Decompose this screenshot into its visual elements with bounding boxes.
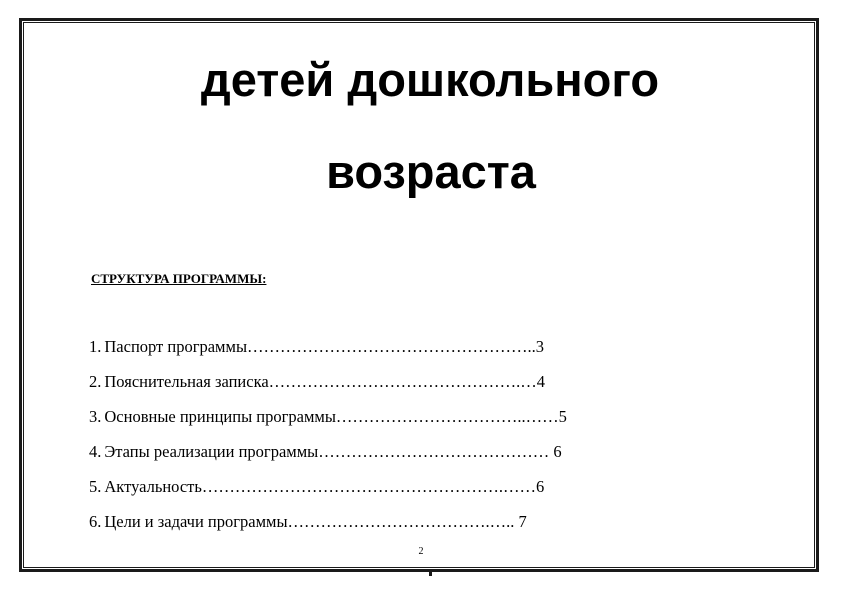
- toc-item-text: Паспорт программы……………………………………………..3: [104, 337, 545, 356]
- page-number: 2: [418, 546, 424, 557]
- toc-item-text: Цели и задачи программы……………………………….….. 7: [104, 512, 527, 531]
- toc-item-number: 6.: [89, 512, 102, 531]
- toc-item-number: 2.: [89, 372, 102, 391]
- toc-item-number: 4.: [89, 442, 102, 461]
- toc-item: [89, 336, 669, 371]
- toc-item-number: 1.: [89, 337, 102, 356]
- toc-item-text: Этапы реализации программы…………………………………… 6: [104, 442, 562, 461]
- toc-item: [89, 441, 669, 476]
- toc-item: [89, 476, 669, 511]
- toc-item-text: Основные принципы программы……………………………..……5: [104, 407, 567, 426]
- toc-item-text: Актуальность……………………………………………….……6: [104, 477, 545, 496]
- title-line-1: детей дошкольного: [200, 53, 660, 106]
- toc-item: [89, 511, 669, 546]
- table-of-contents: [89, 336, 669, 546]
- toc-item-number: 5.: [89, 477, 102, 496]
- title-line-2: возраста: [326, 145, 536, 198]
- toc-item: [89, 406, 669, 441]
- page-footer-mark: [429, 569, 432, 576]
- toc-item-text: Пояснительная записка……………………………………….…4: [104, 372, 546, 391]
- toc-item-number: 3.: [89, 407, 102, 426]
- structure-heading: СТРУКТУРА ПРОГРАММЫ:: [91, 271, 267, 286]
- toc-item: [89, 371, 669, 406]
